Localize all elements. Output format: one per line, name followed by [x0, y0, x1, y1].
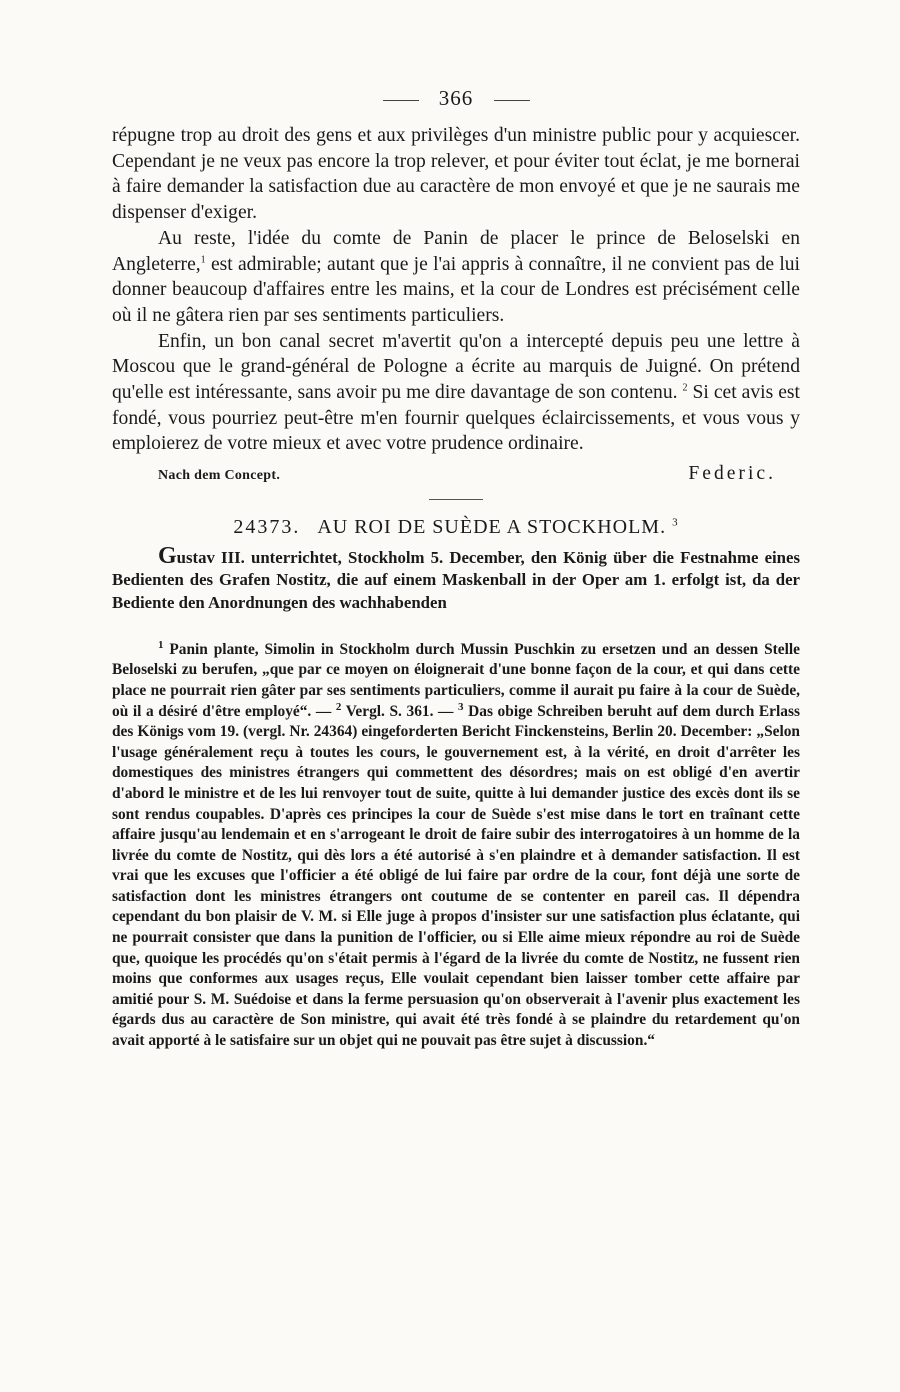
footnote-1-text: Panin plante, Simolin in Stockholm durch Mussin Puschkin zu ersetzen und an dessen Stelle Beloselski zu berufen, „que par ce moyen on éloignerait d'une bonne façon de la cour, et qui dans cette place ne pourrait rien gâter par ses sentiments particuliers, comme il aurait pu faire à la cour de Suède, où il a désiré d'être employé“. —: [112, 640, 800, 720]
paragraph-3: [112, 329, 800, 458]
footnote-3-text: Das obige Schreiben beruht auf dem durch Erlass des Königs vom 19. (vergl. Nr. 24364) eingeforderten Bericht Finckensteins, Berlin 20. December: „Selon l'usage généralement reçu à toutes les cours, le gouvernement est, à la vérité, en droit d'arrêter les domestiques des ministres étrangers qui commettent des désordres; mais on est obligé d'en avertir d'abord le ministre et de les lui renvoyer tout de suite, quitte à lui demander justice des excès dont ils se sont rendus coupables. D'après ces principes la cour de Suède s'est mise dans le tort en traînant cette affaire jusqu'au lendemain et en s'arrogeant le droit de faire subir des interrogatoires à un homme de la livrée du comte de Nostitz, qui dès lors a été autorisé à s'en plaindre et à demander satisfaction. Il est vrai que les excuses que l'officier a été obligé de lui faire par ordre de la cour, font déjà une sorte de satisfaction dont les ministres étrangers ont coutume de se contenter en pareil cas. Il dépendra cependant du bon plaisir de V. M. si Elle juge à propos d'insister sur une satisfaction plus éclatante, qui ne pourrait consister que dans la punition de l'officier, ou si Elle aime mieux répondre au roi de Suède que, quoique les procédés qu'on s'était permis à l'égard de la livrée du comte de Nostitz, ne fussent rien moins que conformes aux usages reçus, Elle voulait cependant bien laisser tomber cette affaire par amitié pour S. M. Suédoise et dans la ferme persuasion qu'on observerait à l'avenir plus exactement les égards dus au caractère de Son ministre, qui avait été très fondé à se plaindre du retardement qu'on avait apporté à le satisfaire sur un objet qui ne pouvait pas être sujet à discussion.“: [112, 702, 800, 1050]
document-page: [112, 86, 800, 1052]
document-summary: [112, 545, 800, 614]
footnote-ref-3: 3: [672, 516, 679, 529]
footnote-block: [112, 640, 800, 1052]
footnote-mark-3: 3: [458, 700, 464, 713]
header-rule-left: [383, 100, 419, 101]
page-number-header: [112, 86, 800, 111]
footnote-ref-1: 1: [200, 253, 206, 265]
summary-paragraph: [112, 545, 800, 614]
header-rule-right: [494, 100, 530, 101]
paragraph-2-b: est admirable; autant que je l'ai appris à connaître, il ne convient pas de lui donner beaucoup d'affaires entre les mains, et la cour de Londres est précisément celle où il ne gâtera rien par ses sentiments particuliers.: [112, 253, 801, 326]
paragraph-3-a: Enfin, un bon canal secret m'avertit qu'on a intercepté depuis peu une lettre à Moscou que le grand-général de Pologne a écrite au marquis de Juigné. On prétend qu'elle est intéressante, sans avoir pu me dire davantage de son contenu.: [112, 330, 800, 404]
summary-initial: G: [158, 543, 177, 570]
letter-body: [112, 123, 800, 457]
document-title: AU ROI DE SUÈDE A STOCKHOLM.: [317, 516, 667, 539]
footnotes: [112, 640, 800, 1052]
paragraph-3-b: Si cet avis est fondé, vous pourriez peut-être m'en fournir quelques éclaircissements, et vous vous y emploierez de votre mieux et avec votre prudence ordinaire.: [112, 382, 800, 455]
paragraph-1: répugne trop au droit des gens et aux privilèges d'un ministre public pour y acquiescer. Cependant je ne veux pas encore la trop relever, et pour éviter tout éclat, je me bornerai à faire demander la satisfaction due au caractère de mon envoyé et que je ne saurais me dispenser d'exiger.: [112, 125, 800, 224]
footnote-ref-2: 2: [682, 382, 688, 394]
footnote-mark-1: 1: [158, 638, 164, 651]
summary-text: ustav III. unterrichtet, Stockholm 5. December, den König über die Festnahme eines Bedienten des Grafen Nostitz, die auf einem Maskenball in der Oper am 1. erfolgt ist, da der Bediente den Anordnungen des wachhabenden: [112, 548, 800, 612]
section-separator: [429, 499, 483, 500]
page-number: 366: [438, 86, 474, 110]
footnote-mark-2: 2: [335, 700, 342, 713]
paragraph-2: [112, 226, 800, 329]
signature: Federic.: [688, 463, 776, 485]
document-number: 24373.: [233, 516, 301, 539]
document-heading: [112, 516, 800, 539]
source-note: Nach dem Concept.: [158, 468, 281, 484]
closing-line: [112, 463, 800, 485]
paragraph-2-a: Au reste, l'idée du comte de Panin de placer le prince de Beloselski en Angleterre,: [112, 227, 800, 275]
footnote-2-text: Vergl. S. 361. —: [345, 702, 454, 720]
